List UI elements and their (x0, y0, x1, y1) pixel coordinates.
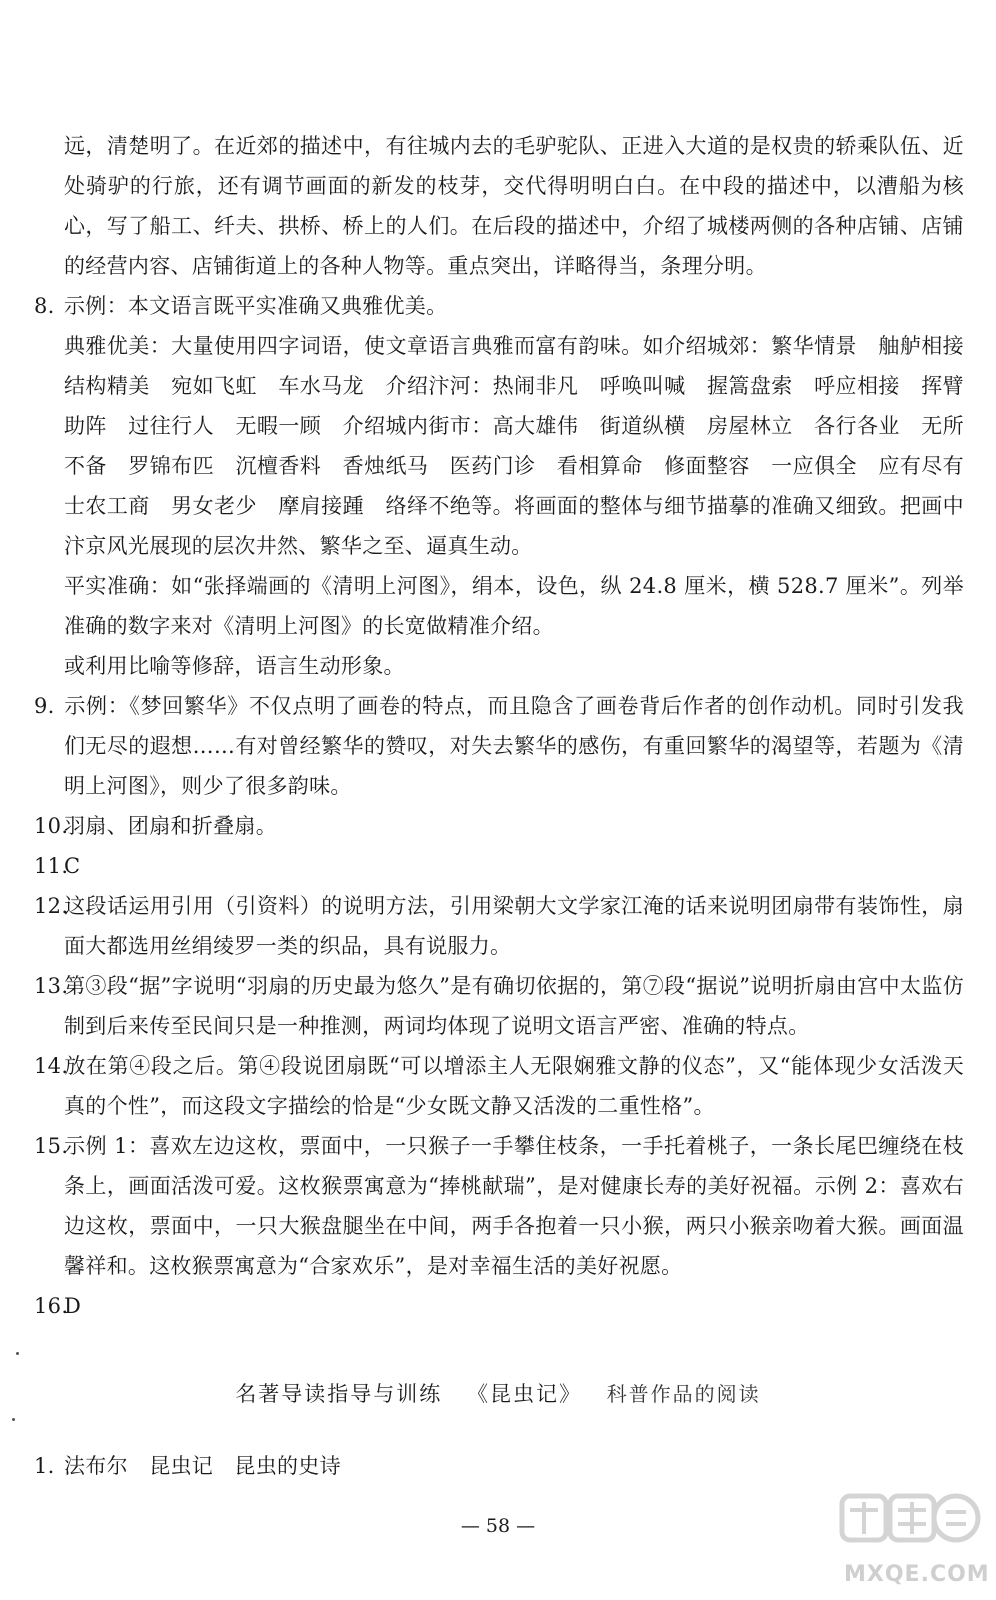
answer-8-elegant: 典雅优美：大量使用四字词语，使文章语言典雅而富有韵味。如介绍城郊：繁华情景 舳舻相接 结构精美 宛如飞虹 车水马龙 介绍汴河：热闹非凡 呼唤叫喊 握篙盘索 呼应相接 挥臂助阵 过往行人 无暇一顾 介绍城内街市：高大雄伟 街道纵横 房屋林立 各行各业 无所不备 罗锦布匹 沉檀香料 香烛纸马 医药门诊 看相算命 修面整容 一应俱全 应有尽有 士农工商 男女老少 摩肩接踵 络绎不绝等。将画面的整体与细节描摹的准确又细致。把画中汴京风光展现的层次井然、繁华之至、逼真生动。 (64, 334, 986, 558)
answer-16: 16.D (34, 1294, 82, 1318)
scan-speck (16, 1352, 19, 1355)
section-answer-1: 1. 法布尔 昆虫记 昆虫的史诗 (34, 1454, 341, 1478)
answer-8-rhetoric: 或利用比喻等修辞，语言生动形象。 (64, 654, 405, 678)
answer-13: 13.第③段“据”字说明“羽扇的历史最为悠久”是有确切依据的，第⑦段“据说”说明折扇由宫中太监仿制到后来传至民间只是一种推测，两词均体现了说明文语言严密、准确的特点。 (34, 974, 964, 1038)
answer-8-accurate: 平实准确：如“张择端画的《清明上河图》，绢本，设色，纵 24.8 厘米，横 528.7 厘米”。列举准确的数字来对《清明上河图》的长宽做精准介绍。 (64, 574, 964, 638)
section-heading-book: 《昆虫记》 (467, 1382, 582, 1406)
answer-12: 12.这段话运用引用（引资料）的说明方法，引用梁朝大文学家江淹的话来说明团扇带有装饰性，扇面大都选用丝绢绫罗一类的织品，具有说服力。 (34, 894, 964, 958)
answer-10: 10.羽扇、团扇和折叠扇。 (34, 814, 277, 838)
answer-8: 8. 示例：本文语言既平实准确又典雅优美。 (34, 294, 448, 318)
page-number: — 58 — (460, 1515, 536, 1537)
section-heading-sub: 科普作品的阅读 (606, 1382, 761, 1406)
scan-speck (12, 1418, 15, 1421)
answer-14: 14.放在第④段之后。第④段说团扇既“可以增添主人无限娴雅文静的仪态”，又“能体现少女活泼天真的个性”，而这段文字描绘的恰是“少女既文静又活泼的二重性格”。 (34, 1054, 964, 1118)
section-heading-main: 名著导读指导与训练 (235, 1382, 443, 1406)
answer-9: 9. 示例：《梦回繁华》不仅点明了画卷的特点，而且隐含了画卷背后作者的创作动机。同时引发我们无尽的遐想……有对曾经繁华的赞叹，对失去繁华的感伤，有重回繁华的渴望等，若题为《清明上河图》，则少了很多韵味。 (34, 694, 964, 798)
answer-15: 15.示例 1：喜欢左边这枚，票面中，一只猴子一手攀住枝条，一手托着桃子，一条长尾巴缠绕在枝条上，画面活泼可爱。这枚猴票寓意为“捧桃献瑞”，是对健康长寿的美好祝福。示例 2：喜欢右边这枚，票面中，一只大猴盘腿坐在中间，两手各抱着一只小猴，两只小猴亲吻着大猴。画面温馨祥和。这枚猴票寓意为“合家欢乐”，是对幸福生活的美好祝愿。 (34, 1134, 964, 1278)
answer-11: 11.C (34, 854, 81, 878)
section-heading (0, 1378, 996, 1408)
watermark-text: MXQE.COM (844, 1562, 990, 1587)
paragraph-continuation: 远，清楚明了。在近郊的描述中，有往城内去的毛驴驼队、正进入大道的是权贵的轿乘队伍、近处骑驴的行旅，还有调节画面的新发的枝芽，交代得明明白白。在中段的描述中，以漕船为核心，写了船工、纤夫、拱桥、桥上的人们。在后段的描述中，介绍了城楼两侧的各种店铺、店铺的经营内容、店铺街道上的各种人物等。重点突出，详略得当，条理分明。 (64, 134, 964, 278)
